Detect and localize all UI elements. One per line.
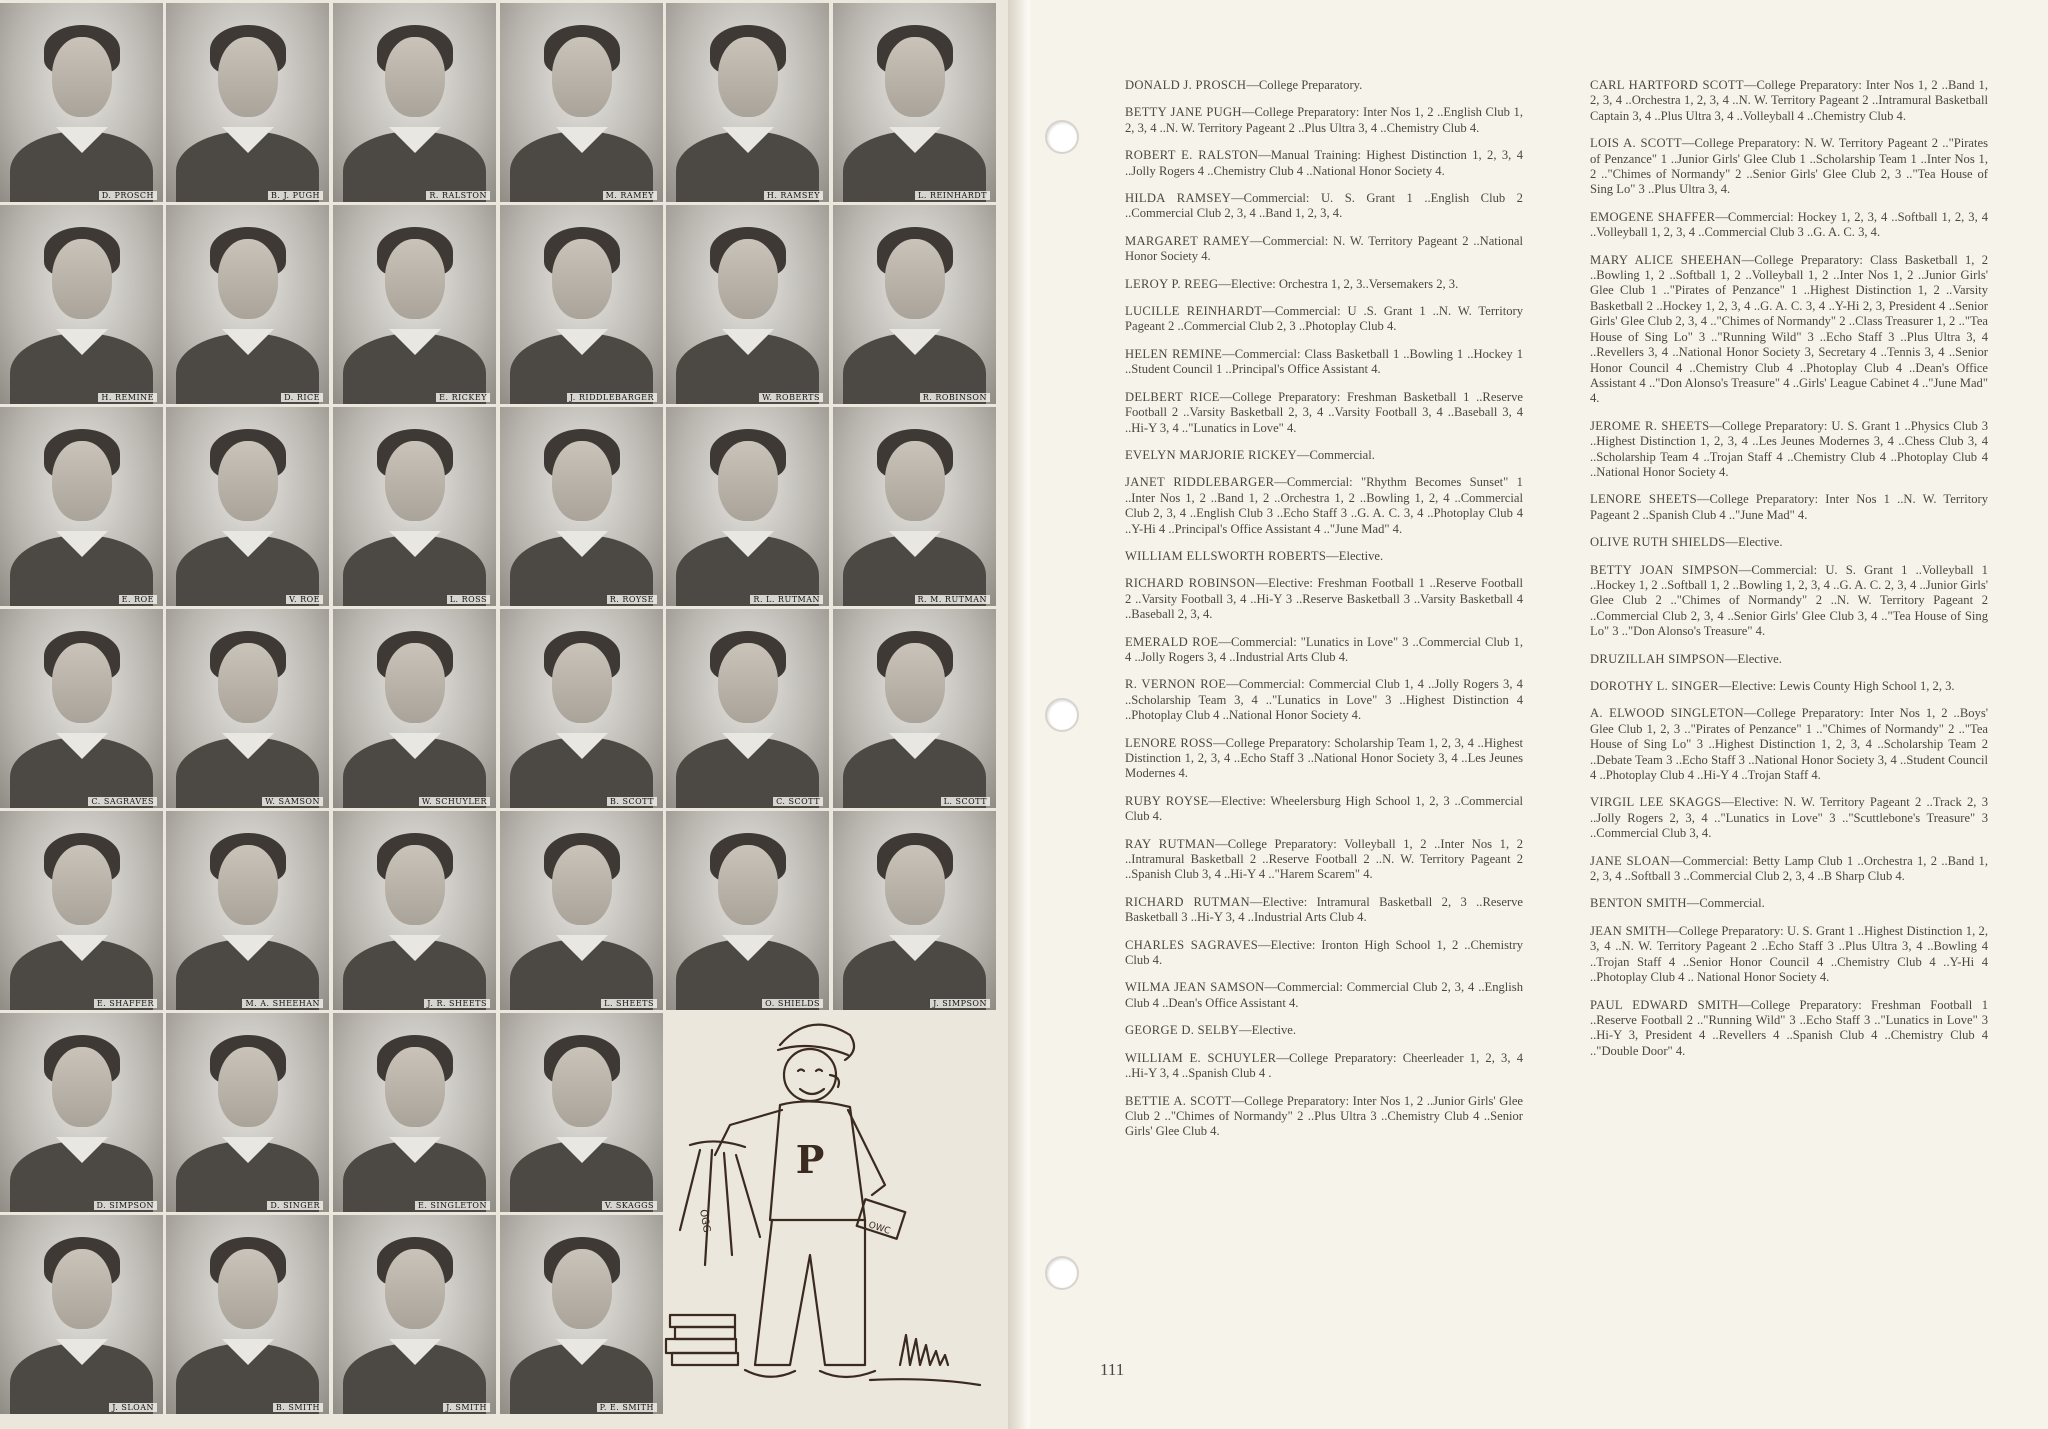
photo-name-label: H. REMINE <box>98 393 157 402</box>
portrait-head <box>218 37 278 117</box>
student-biography <box>1125 148 1523 179</box>
portrait-head <box>52 1047 112 1127</box>
student-activities: —Commercial: N. W. Territory Pageant 2 ..National Honor Society 4. <box>1125 233 1523 264</box>
portrait-head <box>552 441 612 521</box>
student-biography <box>1125 78 1523 93</box>
photo-name-label: R. ROYSE <box>607 595 657 604</box>
student-biography <box>1590 924 1988 986</box>
student-name: RICHARD RUTMAN <box>1125 894 1250 909</box>
student-name: WILLIAM ELLSWORTH ROBERTS <box>1125 548 1327 563</box>
student-biography <box>1125 736 1523 782</box>
student-photo <box>500 3 663 202</box>
student-biography <box>1590 210 1988 241</box>
photo-name-label: R. ROBINSON <box>920 393 990 402</box>
sweater-letter: P <box>795 1137 825 1182</box>
student-activities: —College Preparatory: Freshman Basketball 1 ..Reserve Football 2 ..Varsity Basketball 2, 3, 4 ..Varsity Football 3, 4 ..Baseball 3, 4 ..Hi-Y 3, 4 .."Lunatics in Love" 4. <box>1125 389 1523 435</box>
student-biography <box>1125 105 1523 136</box>
student-activities: —College Preparatory. <box>1246 78 1363 92</box>
portrait-head <box>552 643 612 723</box>
student-biography <box>1125 635 1523 666</box>
mascot-cartoon <box>660 1005 990 1415</box>
student-activities: —College Preparatory: Inter Nos 1, 2 ..Junior Girls' Glee Club 2 .."Chimes of Normandy" 2 ..Plus Ultra 3 ..Chemistry Club 4 ..Senior Girls' Glee Club 4. <box>1125 1093 1523 1139</box>
student-activities: —Elective: Intramural Basketball 2, 3 ..Reserve Basketball 3 ..Hi-Y 3, 4 ..Industrial Arts Club 4. <box>1125 894 1524 925</box>
student-biography <box>1125 191 1523 222</box>
student-name: OLIVE RUTH SHIELDS <box>1590 535 1726 550</box>
student-activities: —Elective: Freshman Football 1 ..Reserve Football 2 ..Varsity Football 3, 4 ..Hi-Y 3 ..Reserve Basketball 3 ..Varsity Basketball 4 ..Baseball 2, 3, 4. <box>1125 576 1523 622</box>
portrait-head <box>552 845 612 925</box>
portrait-head <box>385 239 445 319</box>
photo-name-label: R. M. RUTMAN <box>915 595 990 604</box>
student-name: JEROME R. SHEETS <box>1590 418 1710 433</box>
student-activities: —College Preparatory: U. S. Grant 1 ..Highest Distinction 1, 2, 3, 4 ..N. W. Territory Pageant 2 ..Echo Staff 3 ..Plus Ultra 3, 4 ..Bowling 4 ..Trojan Staff 4 ..Senior Honor Council 4 ..Chemistry Club 4 ..Y-Hi 4 ..Photoplay Club 4 .. National Honor Society 4. <box>1590 923 1989 985</box>
photo-name-label: E. SHAFFER <box>94 999 157 1008</box>
student-biography <box>1590 854 1988 885</box>
student-photo <box>166 811 329 1010</box>
student-activities: —College Preparatory: Cheerleader 1, 2, 3, 4 ..Hi-Y 3, 4 ..Spanish Club 4 . <box>1125 1050 1523 1081</box>
student-photo <box>166 1013 329 1212</box>
student-biography <box>1125 576 1523 622</box>
photo-name-label: L. SHEETS <box>601 999 657 1008</box>
student-activities: —Commercial: Class Basketball 1 ..Bowling 1 ..Hockey 1 ..Student Council 1 ..Principal's Office Assistant 4. <box>1125 346 1523 377</box>
portrait-head <box>52 1249 112 1329</box>
student-name: RICHARD ROBINSON <box>1125 576 1256 591</box>
student-activities: —College Preparatory: U. S. Grant 1 ..Physics Club 3 ..Highest Distinction 1, 2, 3, 4 ..Les Jeunes Modernes 3, 4 ..Chess Club 3, 4 ..Scholarship Team 4 ..Trojan Staff 4 ..Chemistry Club 4 ..Photoplay Club 4 ..National Honor Society 4. <box>1590 418 1988 479</box>
student-name: PAUL EDWARD SMITH <box>1590 997 1739 1012</box>
student-biography <box>1125 1023 1523 1038</box>
student-activities: —Elective. <box>1326 548 1384 563</box>
student-name: GEORGE D. SELBY <box>1125 1023 1239 1038</box>
student-name: LEROY P. REEG <box>1125 276 1219 291</box>
student-activities: —Commercial: Betty Lamp Club 1 ..Orchestra 1, 2 ..Band 1, 2, 3, 4 ..Softball 3 ..Commercial Club 2, 3, 4 ..B Sharp Club 4. <box>1590 853 1988 884</box>
photo-name-label: E. ROE <box>119 595 157 604</box>
student-photo <box>166 3 329 202</box>
student-activities: —College Preparatory: N. W. Territory Pageant 2 .."Pirates of Penzance" 1 ..Junior Girls' Glee Club 1 ..Scholarship Team 1 ..Inter Nos 1, 2 .."Chimes of Normandy" 2 ..Senior Girls' Glee Club 2, 3 .."Tea House of Sing Lo" 3 ..Plus Ultra 3, 4. <box>1590 136 1988 197</box>
student-name: BETTY JOAN SIMPSON <box>1590 562 1739 577</box>
student-biography <box>1590 652 1988 667</box>
portrait-head <box>218 1047 278 1127</box>
student-name: EMOGENE SHAFFER <box>1590 209 1716 224</box>
student-activities: —Elective. <box>1725 535 1783 550</box>
photo-name-label: J. SIMPSON <box>930 999 990 1008</box>
portrait-head <box>218 845 278 925</box>
photo-name-label: W. SAMSON <box>262 797 323 806</box>
tie-text: OGG <box>697 1208 712 1234</box>
student-activities: —College Preparatory: Class Basketball 1, 2 ..Bowling 1, 2 ..Softball 1, 2 ..Volleyball 1, 2 ..Inter Nos 1, 2 ..Junior Girls' Glee Club 1 .."Pirates of Penzance" 1 ..Highest Distinction 1, 2 ..Varsity Basketball 2 ..Hockey 1, 2, 3, 4 ..G. A. C. 3, 4 ..Y-Hi 2, 3, President 4 ..Senior Girls' Glee Club 2, 3, 4 .."Chimes of Normandy" 2 ..Class Treasurer 1, 2 .."Tea House of Sing Lo" 3 .."Running Wild" 3 ..Echo Staff 3 ..Plus Ultra 3, 4 ..Revellers 3, 4 ..National Honor Society 3, Secretary 4 ..Tennis 3, 4 ..Senior Honor Council 4 ..Chemistry Club 4 ..Photoplay Club 4 ..Dean's Office Assistant 4 .."Don Alonso's Treasure" 4 ..Girls' League Cabinet 4 .."June Mad" 4. <box>1590 252 1988 406</box>
student-photo <box>500 407 663 606</box>
portrait-head <box>885 643 945 723</box>
student-activities: —College Preparatory: Inter Nos 1 ..N. W. Territory Pageant 2 ..Spanish Club 4 .."June Mad" 4. <box>1590 492 1988 522</box>
student-biography <box>1590 492 1988 523</box>
student-photo <box>666 407 829 606</box>
photo-name-label: B. SMITH <box>273 1403 323 1412</box>
student-biography <box>1590 998 1988 1060</box>
student-biography <box>1125 1094 1523 1140</box>
student-activities: —Commercial: "Rhythm Becomes Sunset" 1 ..Inter Nos 1, 2 ..Band 1, 2 ..Orchestra 1, 2 ..Bowling 1, 2, 4 ..Commercial Club 2, 3, 4 ..English Club 3 ..Echo Staff 3 ..G. A. C. 3, 4 ..Photoplay Club 4 ..Y-Hi 4 ..Principal's Office Assistant 4 .."June Mad" 4. <box>1125 475 1523 536</box>
student-activities: —Commercial: U. S. Grant 1 ..English Club 2 ..Commercial Club 2, 3, 4 ..Band 1, 2, 3, 4. <box>1125 191 1523 221</box>
student-biography <box>1590 679 1988 694</box>
student-activities: —College Preparatory: Inter Nos 1, 2 ..Boys' Glee Club 1, 2, 3 .."Pirates of Penzance" 1 .."Chimes of Normandy" 2 .."Tea House of Sing Lo" 3 ..Highest Distinction 1, 2, 3, 4 ..Scholarship Team 2 ..Debate Team 3 ..Echo Staff 3 ..National Honor Society 3, 4 ..Student Council 4 ..Photoplay Club 4 ..Hi-Y 4 ..Trojan Staff 4. <box>1590 706 1988 783</box>
photo-name-label: M. A. SHEEHAN <box>242 999 323 1008</box>
student-name: ROBERT E. RALSTON <box>1125 148 1259 163</box>
portrait-head <box>218 1249 278 1329</box>
student-photo <box>0 1013 163 1212</box>
student-biography <box>1125 475 1523 537</box>
student-activities: —Commercial. <box>1296 447 1375 462</box>
student-biography <box>1590 795 1988 841</box>
photo-name-label: C. SCOTT <box>773 797 823 806</box>
student-name: CHARLES SAGRAVES <box>1125 937 1259 952</box>
student-name: BENTON SMITH <box>1590 896 1687 911</box>
portrait-head <box>52 845 112 925</box>
student-name: MARGARET RAMEY <box>1125 233 1250 248</box>
photo-name-label: L. SCOTT <box>941 797 990 806</box>
student-photo <box>0 407 163 606</box>
photo-name-label: D. SIMPSON <box>94 1201 157 1210</box>
student-name: JEAN SMITH <box>1590 923 1667 938</box>
student-photo <box>666 811 829 1010</box>
student-photo <box>833 811 996 1010</box>
student-biography <box>1125 980 1523 1011</box>
portrait-head <box>718 643 778 723</box>
portrait-head <box>885 845 945 925</box>
student-photo <box>0 205 163 404</box>
photo-name-label: E. RICKEY <box>436 393 490 402</box>
student-activities: —Manual Training: Highest Distinction 1, 2, 3, 4 ..Jolly Rogers 4 ..Chemistry Club 4 ..National Honor Society 4. <box>1125 148 1524 178</box>
student-photo <box>833 205 996 404</box>
student-photo <box>333 3 496 202</box>
student-biography <box>1590 535 1988 550</box>
lunchbox-text: OWC <box>867 1220 892 1237</box>
photo-name-label: L. REINHARDT <box>915 191 990 200</box>
biography-column-right <box>1590 78 1988 1071</box>
binder-hole-bottom <box>1045 1256 1079 1290</box>
student-name: LUCILLE REINHARDT <box>1125 304 1263 319</box>
student-biography <box>1590 896 1988 911</box>
portrait-head <box>718 239 778 319</box>
student-photo <box>500 609 663 808</box>
student-photo <box>333 609 496 808</box>
student-name: DONALD J. PROSCH <box>1125 78 1247 92</box>
student-biography <box>1590 136 1988 198</box>
photo-name-label: E. SINGLETON <box>415 1201 490 1210</box>
photo-name-label: R. L. RUTMAN <box>750 595 823 604</box>
student-photo <box>833 407 996 606</box>
student-photo <box>166 609 329 808</box>
portrait-head <box>385 1047 445 1127</box>
portrait-head <box>552 1047 612 1127</box>
student-photo <box>166 1215 329 1414</box>
student-name: JANE SLOAN <box>1590 853 1671 868</box>
page-number: 111 <box>1100 1360 1125 1379</box>
student-name: WILMA JEAN SAMSON <box>1125 980 1265 995</box>
student-activities: —Elective. <box>1724 651 1782 666</box>
student-biography <box>1125 234 1523 265</box>
student-photo <box>333 205 496 404</box>
student-photo <box>333 1215 496 1414</box>
student-biography <box>1125 347 1523 378</box>
student-biography <box>1590 253 1988 407</box>
student-photo <box>666 609 829 808</box>
student-name: RAY RUTMAN <box>1125 836 1216 851</box>
portrait-head <box>385 1249 445 1329</box>
portrait-head <box>552 239 612 319</box>
student-activities: —Commercial. <box>1686 896 1765 911</box>
student-photo <box>666 3 829 202</box>
photo-name-label: D. PROSCH <box>99 191 157 200</box>
portrait-head <box>385 441 445 521</box>
portrait-head <box>885 37 945 117</box>
student-photo <box>0 811 163 1010</box>
portrait-head <box>52 239 112 319</box>
student-activities: —Elective: Wheelersburg High School 1, 2, 3 ..Commercial Club 4. <box>1125 793 1523 824</box>
student-photo <box>500 1215 663 1414</box>
student-photo <box>500 205 663 404</box>
student-name: LENORE SHEETS <box>1590 492 1697 507</box>
student-activities: —Commercial: U .S. Grant 1 ..N. W. Territory Pageant 2 ..Commercial Club 2, 3 ..Photoplay Club 4. <box>1125 304 1523 334</box>
photo-name-label: W. SCHUYLER <box>419 797 490 806</box>
student-activities: —College Preparatory: Scholarship Team 1, 2, 3, 4 ..Highest Distinction 1, 2, 3, 4 ..Echo Staff 3 ..National Honor Society 3, 4 ..Les Jeunes Modernes 4. <box>1125 735 1524 781</box>
student-name: VIRGIL LEE SKAGGS <box>1590 795 1722 810</box>
photo-name-label: L. ROSS <box>447 595 490 604</box>
photo-name-label: B. SCOTT <box>607 797 657 806</box>
student-activities: —Elective: Ironton High School 1, 2 ..Chemistry Club 4. <box>1125 937 1523 968</box>
student-biography <box>1125 837 1523 883</box>
student-activities: —Commercial: Hockey 1, 2, 3, 4 ..Softball 1, 2, 3, 4 ..Volleyball 1, 2, 3, 4 ..Commercial Club 3 ..G. A. C. 3, 4. <box>1590 209 1988 240</box>
student-name: EMERALD ROE <box>1125 634 1219 649</box>
student-biography <box>1125 448 1523 463</box>
student-name: R. VERNON ROE <box>1125 677 1227 692</box>
portrait-head <box>52 441 112 521</box>
student-name: EVELYN MARJORIE RICKEY <box>1125 447 1297 462</box>
photo-name-label: J. R. SHEETS <box>424 999 490 1008</box>
student-activities: —College Preparatory: Freshman Football 1 ..Reserve Football 2 .."Running Wild" 3 ..Echo Staff 3 .."Lunatics in Love" 3 ..Hi-Y 3, President 4 ..Revellers 4 ..Spanish Club 4 ..Chemistry Club 4 .."Double Door" 4. <box>1590 997 1988 1058</box>
student-photo <box>666 205 829 404</box>
photo-name-label: V. SKAGGS <box>602 1201 657 1210</box>
photo-name-label: V. ROE <box>286 595 323 604</box>
student-activities: —Elective. <box>1239 1023 1296 1038</box>
student-biography <box>1590 563 1988 640</box>
student-biography <box>1125 277 1523 292</box>
student-name: HELEN REMINE <box>1125 346 1223 361</box>
student-photo <box>500 811 663 1010</box>
student-photo <box>0 1215 163 1414</box>
student-name: A. ELWOOD SINGLETON <box>1590 706 1744 721</box>
student-photo <box>833 3 996 202</box>
student-activities: —Commercial: U. S. Grant 1 ..Volleyball 1 ..Hockey 1, 2 ..Softball 1, 2 ..Bowling 1, 2, 3, 4 ..G. A. C. 2, 3, 4 ..Junior Girls' Glee Club 2 .."Chimes of Normandy" 2 ..N. W. Territory Pageant 2 ..Commercial Club 2, 3, 4 ..Senior Girls' Glee Club 3, 4 .."Tea House of Sing Lo" 3 .."Don Alonso's Treasure" 4. <box>1590 562 1988 639</box>
photo-name-label: C. SAGRAVES <box>88 797 157 806</box>
student-photo <box>833 609 996 808</box>
student-biography <box>1125 1051 1523 1082</box>
photo-name-label: H. RAMSEY <box>764 191 823 200</box>
photo-name-label: O. SHIELDS <box>762 999 823 1008</box>
student-name: WILLIAM E. SCHUYLER <box>1125 1050 1277 1065</box>
photo-name-label: J. SLOAN <box>109 1403 157 1412</box>
student-photo <box>333 407 496 606</box>
photo-name-label: B. J. PUGH <box>268 191 323 200</box>
student-name: DRUZILLAH SIMPSON <box>1590 651 1725 666</box>
portrait-head <box>385 643 445 723</box>
biography-column-left <box>1125 78 1523 1152</box>
student-photo <box>500 1013 663 1212</box>
photo-name-label: M. RAMEY <box>603 191 657 200</box>
photo-name-label: J. RIDDLEBARGER <box>567 393 657 402</box>
student-name: JANET RIDDLEBARGER <box>1125 475 1275 490</box>
student-activities: —Commercial: "Lunatics in Love" 3 ..Commercial Club 1, 4 ..Jolly Rogers 3, 4 ..Industrial Arts Club 4. <box>1125 634 1523 664</box>
portrait-head <box>218 239 278 319</box>
photo-name-label: J. SMITH <box>443 1403 490 1412</box>
student-biography <box>1125 895 1523 926</box>
portrait-head <box>885 441 945 521</box>
student-activities: —Elective: Lewis County High School 1, 2, 3. <box>1718 679 1955 693</box>
student-activities: —Elective: N. W. Territory Pageant 2 ..Track 2, 3 ..Jolly Rogers 2, 3, 4 .."Lunatics in Love" 3 .."Scuttlebone's Treasure" 3 ..Commercial Club 3, 4. <box>1590 795 1988 841</box>
student-name: BETTIE A. SCOTT <box>1125 1093 1232 1108</box>
student-biography <box>1125 938 1523 969</box>
photo-name-label: D. SINGER <box>267 1201 323 1210</box>
student-biography <box>1125 304 1523 335</box>
student-photo <box>166 407 329 606</box>
student-name: RUBY ROYSE <box>1125 793 1209 808</box>
student-activities: —College Preparatory: Inter Nos 1, 2 ..English Club 1, 2, 3, 4 ..N. W. Territory Pageant 2 ..Plus Ultra 3, 4 ..Chemistry Club 4. <box>1125 105 1523 135</box>
student-photo <box>0 3 163 202</box>
student-name: DOROTHY L. SINGER <box>1590 679 1719 693</box>
student-biography <box>1590 706 1988 783</box>
student-name: MARY ALICE SHEEHAN <box>1590 252 1742 267</box>
student-photo <box>333 811 496 1010</box>
student-name: CARL HARTFORD SCOTT <box>1590 78 1744 92</box>
portrait-head <box>718 37 778 117</box>
student-name: HILDA RAMSEY <box>1125 191 1232 206</box>
student-biography <box>1590 419 1988 481</box>
portrait-head <box>52 643 112 723</box>
student-name: DELBERT RICE <box>1125 389 1220 404</box>
photo-page <box>0 0 1020 1429</box>
photo-name-label: W. ROBERTS <box>759 393 823 402</box>
student-activities: —College Preparatory: Inter Nos 1, 2 ..Band 1, 2, 3, 4 ..Orchestra 1, 2, 3, 4 ..N. W. Territory Pageant 2 ..Intramural Basketball Captain 3, 4 ..Plus Ultra 3, 4 ..Volleyball 4 ..Chemistry Club 4. <box>1590 78 1989 123</box>
portrait-head <box>885 239 945 319</box>
student-biography <box>1125 677 1523 723</box>
student-biography <box>1590 78 1988 124</box>
student-photo <box>0 609 163 808</box>
student-biography <box>1125 794 1523 825</box>
student-name: BETTY JANE PUGH <box>1125 105 1242 120</box>
portrait-head <box>52 37 112 117</box>
student-photo <box>333 1013 496 1212</box>
portrait-head <box>218 441 278 521</box>
portrait-head <box>718 441 778 521</box>
binder-hole-middle <box>1045 698 1079 732</box>
binder-hole-top <box>1045 120 1079 154</box>
portrait-head <box>552 1249 612 1329</box>
student-activities: —Commercial: Commercial Club 2, 3, 4 ..English Club 4 ..Dean's Office Assistant 4. <box>1125 980 1523 1010</box>
portrait-head <box>552 37 612 117</box>
student-activities: —Elective: Orchestra 1, 2, 3..Versemakers 2, 3. <box>1218 276 1459 291</box>
student-activities: —Commercial: Commercial Club 1, 4 ..Jolly Rogers 3, 4 ..Scholarship Team 3, 4 .."Lunatics in Love" 3 ..Highest Distinction 4 ..Photoplay Club 4 ..National Honor Society 4. <box>1125 677 1523 723</box>
portrait-head <box>218 643 278 723</box>
student-biography <box>1125 390 1523 436</box>
photo-name-label: R. RALSTON <box>426 191 490 200</box>
student-photo <box>166 205 329 404</box>
student-activities: —College Preparatory: Volleyball 1, 2 ..Inter Nos 1, 2 ..Intramural Basketball 2 ..Reserve Football 2 ..N. W. Territory Pageant 2 ..Spanish Club 3, 4 ..Hi-Y 4 .."Harem Scarem" 4. <box>1125 836 1523 882</box>
portrait-head <box>385 845 445 925</box>
photo-name-label: P. E. SMITH <box>597 1403 657 1412</box>
student-name: LENORE ROSS <box>1125 735 1214 750</box>
student-name: LOIS A. SCOTT <box>1590 136 1682 151</box>
portrait-head <box>385 37 445 117</box>
student-biography <box>1125 549 1523 564</box>
portrait-head <box>718 845 778 925</box>
photo-name-label: D. RICE <box>281 393 323 402</box>
